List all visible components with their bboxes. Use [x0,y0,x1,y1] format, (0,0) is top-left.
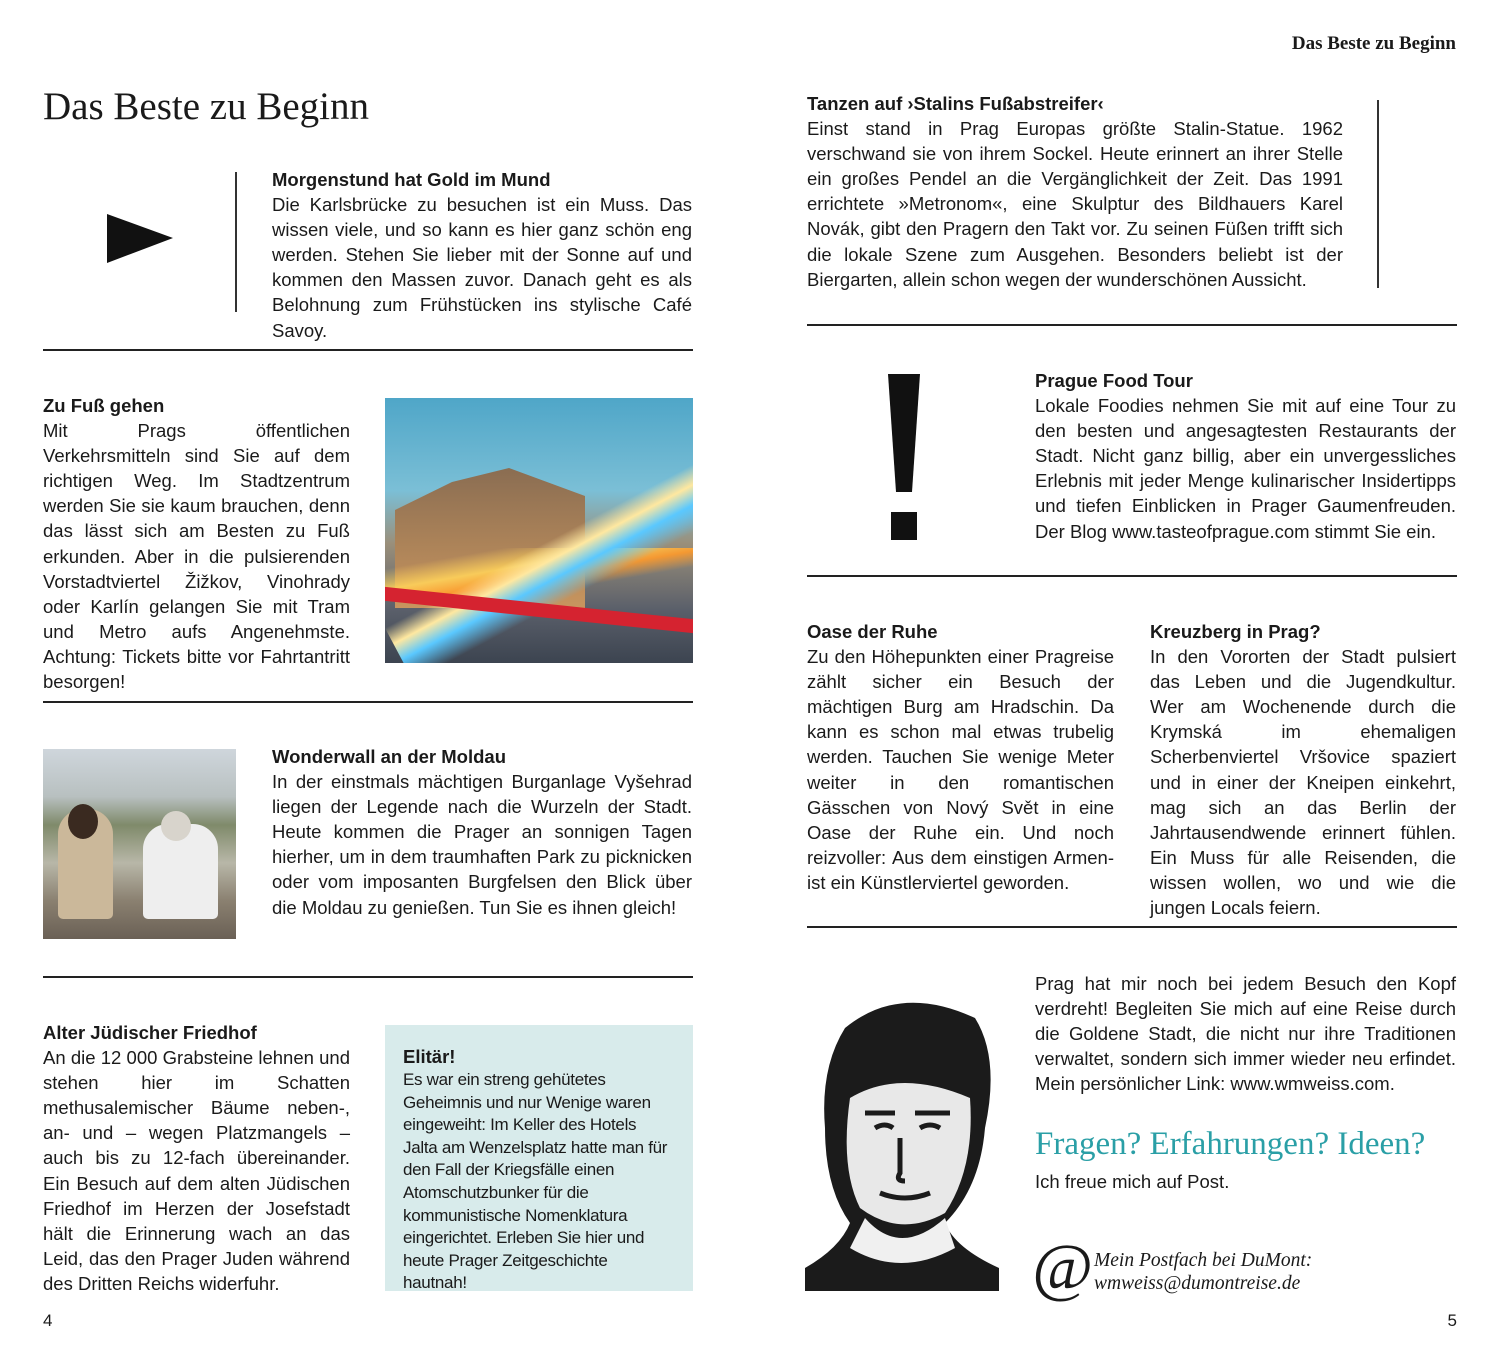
article-morgenstund [272,167,692,343]
article-tanzen [807,91,1343,292]
divider [807,575,1457,577]
play-triangle-icon [107,214,173,264]
page-number: 5 [1447,1311,1457,1330]
contact-question: Fragen? Erfahrungen? Ideen? [1035,1126,1426,1162]
info-box-elitaer [385,1025,693,1291]
article-friedhof [43,1020,350,1296]
heading: Elitär! [403,1046,456,1067]
body: In der einstmals mächtigen Burganlage Vyšehrad liegen der Legende nach die Wurzeln der Stadt. Heute kommen die Prager an sonnigen Tagen hierher, um in dem traumhaften Park zu picknicken oder vom imposanten Burgfelsen den Blick über die Moldau zu genießen. Tun Sie es ihnen gleich! [272,771,692,918]
body: Die Karlsbrücke zu besuchen ist ein Muss. Das wissen viele, und so kann es hier ganz schön eng werden. Stehen Sie lieber mit der Sonne auf und kommen den Massen zuvor. Danach geht es als Belohnung zum Frühstücken ins stylische Café Savoy. [272,194,692,341]
exclamation-icon [888,374,920,542]
heading: Prague Food Tour [1035,370,1193,391]
body: Zu den Höhepunkten einer Pragreise zählt sicher ein Besuch der mächtigen Burg am Hradschin. Da kann es schon mal etwas trubelig werden. Tauchen Sie wenige Meter weiter in den romantischen Gässchen von Nový Svět in eine Oase der Ruhe ein. Und noch reizvoller: Aus dem einstigen Armen- ist ein Künstlerviertel geworden. [807,646,1114,893]
divider [1377,100,1379,288]
divider [807,926,1457,928]
mail-address[interactable]: wmweiss@dumontreise.de [1094,1273,1301,1294]
heading: Alter Jüdischer Friedhof [43,1022,257,1043]
heading: Wonderwall an der Moldau [272,746,507,767]
article-oase [807,619,1114,895]
article-wonderwall [272,744,692,920]
mail-label: Mein Postfach bei DuMont: [1094,1250,1313,1271]
heading: Oase der Ruhe [807,621,938,642]
tram-theatre-photo [385,398,693,663]
body: In den Vororten der Stadt pulsiert das Leben und die Jugendkultur. Wer am Wochenende durch die Krymská im ehemaligen Scherbenviertel Vršovice spaziert und in einer der Kneipen einkehrt, mag sich an das Berlin der Jahrtausendwende erinnert fühlen. Ein Muss für alle Reisenden, die wissen wollen, wo und wie die jungen Locals feiern. [1150,646,1456,919]
article-kreuzberg [1150,619,1456,920]
heading: Kreuzberg in Prag? [1150,621,1321,642]
divider [43,349,693,351]
body: Lokale Foodies nehmen Sie mit auf eine Tour zu den besten und angesagtesten Restaurants der Stadt. Nicht ganz billig, aber ein unvergessliches Erlebnis mit jeder Menge kulinarischer Insidertipps und tiefen Einblicken in Prager Gaumenfreuden. Der Blog www.tasteofprague.com stimmt Sie ein. [1035,395,1456,542]
article-zufuss [43,393,350,694]
body: Mit Prags öffentlichen Verkehrsmitteln sind Sie auf dem richtigen Weg. Im Stadtzentrum werden Sie sie kaum brauchen, denn das lässt sich am Besten zu Fuß erkunden. Aber in die pulsierenden Vorstadtviertel Žižkov, Vinohrady oder Karlín gelangen Sie mit Tram und Metro aufs Angenehmste. Achtung: Tickets bitte vor Fahrtantritt besorgen! [43,420,350,693]
running-head: Das Beste zu Beginn [1291,33,1456,54]
page-number: 4 [43,1311,53,1330]
heading: Zu Fuß gehen [43,395,165,416]
body: An die 12 000 Grabsteine lehnen und stehen hier im Schatten methusalemischer Bäume neben-, an- und – wegen Platzmangels – auch bis zu 12-fach übereinander. Ein Besuch auf dem alten Jüdischen Friedhof im Herzen der Josefstadt hält die Erinnerung wach an das Leid, das den Prager Juden während des Dritten Reichs widerfuhr. [43,1047,350,1294]
at-icon: @ [1032,1231,1093,1304]
author-intro: Prag hat mir noch bei jedem Besuch den Kopf verdreht! Begleiten Sie mich auf eine Reise durch die Goldene Stadt, die nicht nur ihre Traditionen verwaltet, sondern sich immer wieder neu erfindet. Mein persönlicher Link: www.wmweiss.com. [1035,973,1456,1095]
divider [807,324,1457,326]
page-title: Das Beste zu Beginn [43,85,370,128]
divider [235,172,237,312]
article-foodtour [1035,368,1456,544]
heading: Morgenstund hat Gold im Mund [272,169,551,190]
author-portrait [805,988,999,1291]
body: Einst stand in Prag Europas größte Stalin-Statue. 1962 verschwand sie von ihrem Sockel. Heute erinnert an ihrer Stelle ein großes Pendel an die Vergänglichkeit der Zeit. Das 1991 errichtete »Metronom«, eine Skulptur des Bildhauers Karel Novák, gibt den Pragern den Takt vor. Zu seinen Füßen trifft sich die lokale Szene zum Ausgehen. Besonders beliebt ist der Biergarten, allein schon wegen der wunderschönen Aussicht. [807,118,1343,290]
heading: Tanzen auf ›Stalins Fußabstreifer‹ [807,93,1104,114]
body: Es war ein streng gehütetes Geheimnis und nur Wenige waren eingeweiht: Im Keller des Hotels Jalta am Wenzelsplatz hatte man für den Fall der Kriegsfälle einen Atomschutzbunker für die kommunistische Nomenklatura eingerichtet. Erleben Sie hier und heute Prager Zeitgeschichte hautnah! [403,1070,668,1293]
couple-river-photo [43,749,236,939]
divider [43,701,693,703]
divider [43,976,693,978]
contact-post: Ich freue mich auf Post. [1035,1171,1230,1192]
